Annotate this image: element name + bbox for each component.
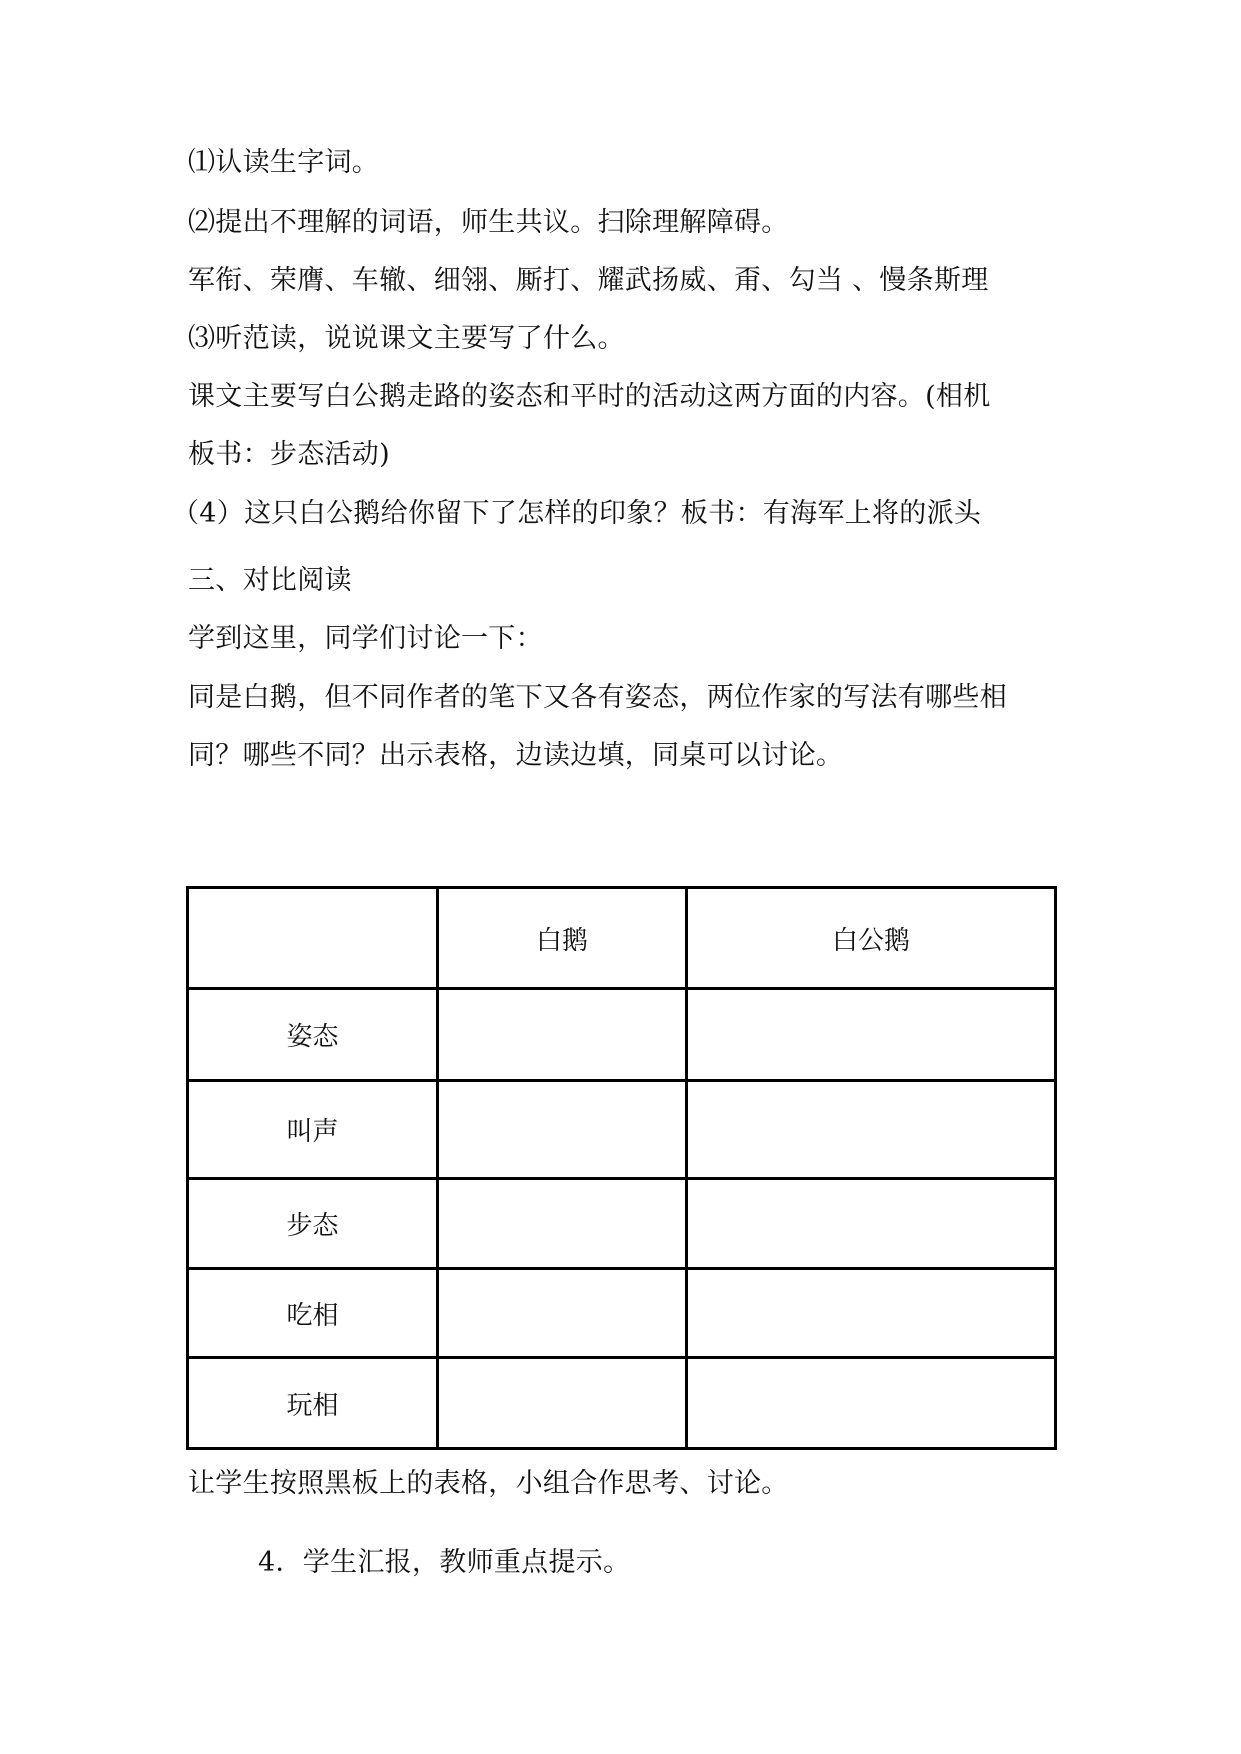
comparison-question-line-1: 同是白鹅，但不同作者的笔下又各有姿态，两位作家的写法有哪些相 xyxy=(188,682,1007,713)
comparison-table xyxy=(186,886,1057,1450)
table-row xyxy=(188,1358,1056,1449)
section-heading: 三、对比阅读 xyxy=(188,565,352,596)
table-cell xyxy=(438,1358,687,1449)
step-4-text: （4）这只白公鹅给你留下了怎样的印象？板书：有海军上将的派头 xyxy=(172,498,982,529)
header-cell-baie: 白鹅 xyxy=(438,888,687,989)
table-cell xyxy=(438,1269,687,1358)
vocabulary-list: 军衔、荣膺、车辙、细翎、厮打、耀武扬威、甭、勾当 、慢条斯理 xyxy=(188,265,989,296)
table-cell xyxy=(438,1179,687,1269)
row-label: 吃相 xyxy=(188,1269,438,1358)
table-cell xyxy=(438,1081,687,1179)
table-cell xyxy=(438,989,687,1081)
row-label: 叫声 xyxy=(188,1081,438,1179)
header-cell-empty xyxy=(188,888,438,989)
discussion-prompt: 学到这里，同学们讨论一下： xyxy=(188,623,543,654)
row-label: 玩相 xyxy=(188,1358,438,1449)
table-header-row xyxy=(188,888,1056,989)
step-2-text: ⑵提出不理解的词语，师生共议。扫除理解障碍。 xyxy=(188,207,789,238)
table-cell xyxy=(687,989,1056,1081)
table-cell xyxy=(687,1358,1056,1449)
table-cell xyxy=(687,1269,1056,1358)
summary-line-2: 板书：步态活动) xyxy=(188,439,390,470)
step-1-text: ⑴认读生字词。 xyxy=(188,147,380,178)
table-row xyxy=(188,989,1056,1081)
table-cell xyxy=(687,1179,1056,1269)
group-discussion-text: 让学生按照黑板上的表格，小组合作思考、讨论。 xyxy=(188,1468,789,1499)
table-row xyxy=(188,1081,1056,1179)
row-label: 步态 xyxy=(188,1179,438,1269)
comparison-question-line-2: 同？哪些不同？出示表格，边读边填，同桌可以讨论。 xyxy=(188,740,844,771)
table-row xyxy=(188,1269,1056,1358)
table-cell xyxy=(687,1081,1056,1179)
table-row xyxy=(188,1179,1056,1269)
step-4-report-text: 4．学生汇报，教师重点提示。 xyxy=(258,1547,631,1578)
row-label: 姿态 xyxy=(188,989,438,1081)
header-cell-baigonge: 白公鹅 xyxy=(687,888,1056,989)
summary-line-1: 课文主要写白公鹅走路的姿态和平时的活动这两方面的内容。(相机 xyxy=(188,381,991,412)
step-3-text: ⑶听范读，说说课文主要写了什么。 xyxy=(188,323,625,354)
